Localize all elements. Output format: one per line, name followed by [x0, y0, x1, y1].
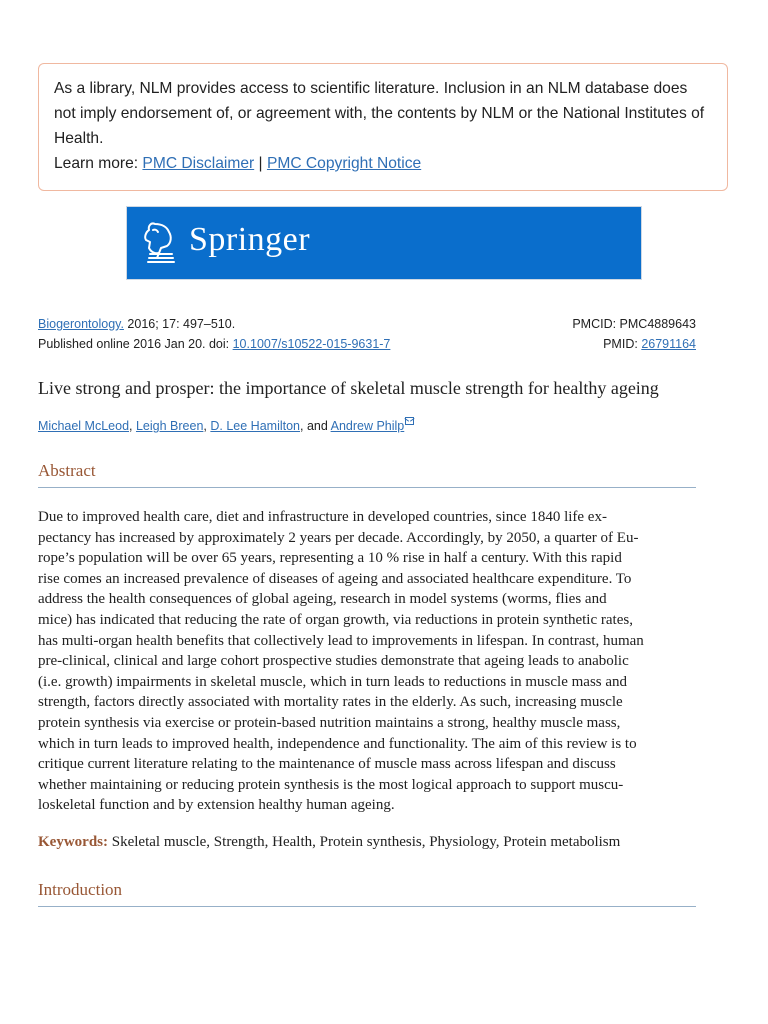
journal-link[interactable]: Biogerontology. — [38, 317, 124, 331]
springer-logo-text: Springer — [189, 221, 311, 258]
article-title: Live strong and prosper: the importance of skeletal muscle strength for healthy ageing — [38, 378, 659, 398]
learn-more-label: Learn more: — [54, 155, 139, 172]
published-line — [38, 337, 696, 351]
pmid — [603, 337, 696, 351]
pmcid: PMCID: PMC4889643 — [572, 317, 696, 331]
notice-learn-more — [54, 151, 711, 176]
abstract-line: mice) has indicated that reducing the rate of organ growth, via reductions in protein synthetic rates, — [38, 611, 633, 628]
keywords — [38, 834, 728, 851]
author-link[interactable]: Andrew Philp — [330, 419, 405, 433]
abstract-line: loskeletal function and by extension healthy human ageing. — [38, 797, 395, 814]
abstract-line: rope’s population will be over 65 years, representing a 10 % rise in half a century. With this rapid — [38, 550, 622, 567]
abstract-line: has multi-organ health benefits that collectively lead to improvements in lifespan. In contrast, human — [38, 632, 644, 649]
author-separator: , — [129, 419, 133, 433]
author-list — [38, 417, 414, 433]
author-separator: , and — [300, 419, 328, 433]
notice-text: As a library, NLM provides access to scientific literature. Inclusion in an NLM database does not imply endorsement of, or agreement with, the contents by NLM or the National Institutes of Health. — [54, 80, 705, 147]
keywords-text: Skeletal muscle, Strength, Health, Protein synthesis, Physiology, Protein metabolism — [111, 834, 621, 850]
abstract-text — [38, 507, 700, 816]
author-link[interactable]: D. Lee Hamilton — [210, 419, 300, 433]
doi-link[interactable]: 10.1007/s10522-015-9631-7 — [232, 337, 391, 351]
abstract-line: strength, factors directly associated with mortality rates in the elderly. As such, increasing muscle — [38, 694, 623, 711]
email-icon[interactable] — [405, 417, 414, 425]
author-link[interactable]: Michael McLeod — [38, 419, 130, 433]
link-separator: | — [258, 155, 263, 172]
abstract-line: pectancy has increased by approximately 2 years per decade. Accordingly, by 2050, a quarter of Eu- — [38, 529, 639, 546]
abstract-line: protein synthesis via exercise or protein-based nutrition maintains a strong, healthy muscle mass, — [38, 714, 621, 731]
abstract-line: critique current literature relating to the maintenance of muscle mass across lifespan and discuss — [38, 756, 616, 773]
citation-details: 2016; 17: 497–510. — [127, 317, 236, 331]
abstract-line: rise comes an increased prevalence of diseases of ageing and associated healthcare expenditure. To — [38, 570, 632, 587]
abstract-line: whether maintaining or reducing protein synthesis is the most logical approach to support muscu- — [38, 776, 624, 793]
citation-line — [38, 317, 696, 331]
abstract-line: pre-clinical, clinical and large cohort prospective studies demonstrate that ageing leads to anabolic — [38, 653, 629, 670]
author-link[interactable]: Leigh Breen — [135, 419, 204, 433]
abstract-line: address the health consequences of global ageing, research in model systems (worms, flies and — [38, 591, 607, 608]
abstract-heading: Abstract — [38, 461, 696, 488]
springer-banner[interactable] — [126, 206, 642, 280]
nlm-notice — [38, 63, 728, 191]
introduction-heading: Introduction — [38, 880, 696, 907]
abstract-line: which in turn leads to improved health, independence and functionality. The aim of this review is to — [38, 735, 637, 752]
springer-horse-icon — [141, 218, 181, 268]
abstract-line: Due to improved health care, diet and infrastructure in developed countries, since 1840 life ex- — [38, 509, 607, 525]
pmid-label: PMID: — [603, 337, 638, 351]
keywords-label: Keywords: — [38, 834, 108, 850]
abstract-line: (i.e. growth) impairments in skeletal muscle, which in turn leads to reductions in muscle mass and — [38, 673, 628, 690]
pmc-copyright-link[interactable]: PMC Copyright Notice — [266, 155, 422, 172]
pmid-link[interactable]: 26791164 — [641, 337, 696, 351]
author-separator: , — [203, 419, 207, 433]
pmc-disclaimer-link[interactable]: PMC Disclaimer — [142, 155, 255, 172]
published-online: Published online 2016 Jan 20. doi: — [38, 337, 230, 351]
